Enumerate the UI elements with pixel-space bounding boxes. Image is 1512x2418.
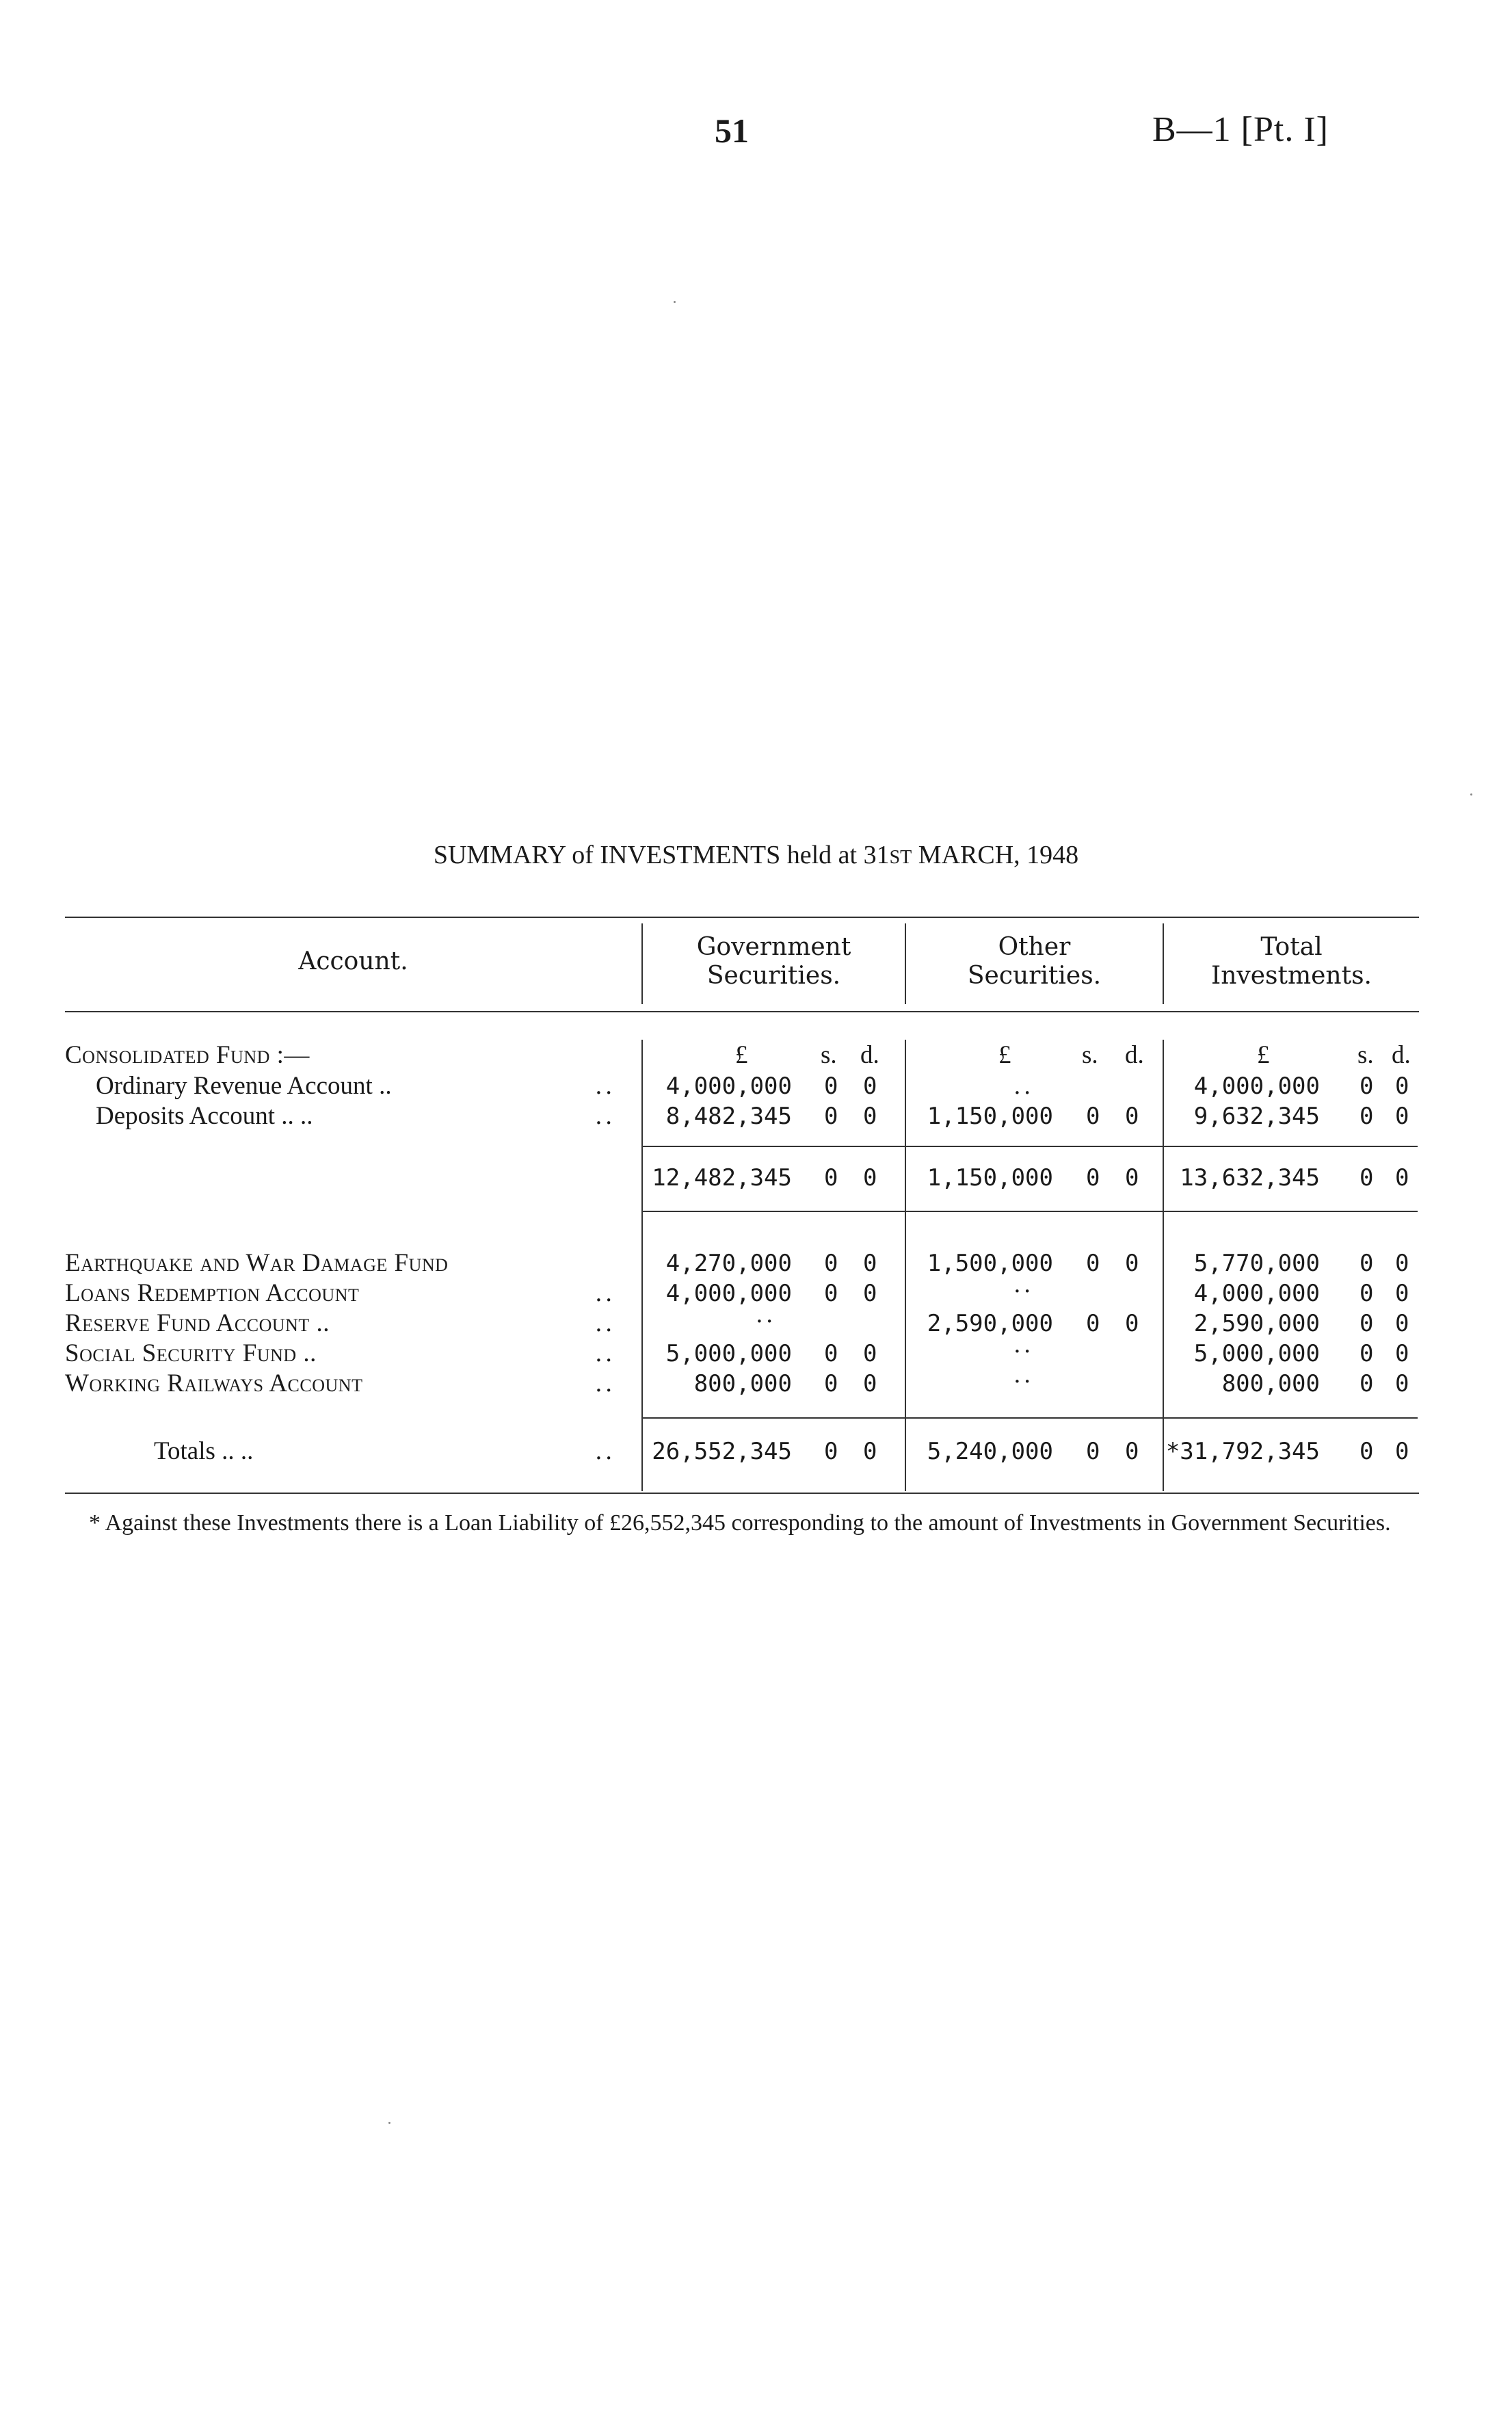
subtotal-top-rule [641, 1146, 1418, 1147]
total-pence: 0 [1395, 1370, 1409, 1397]
other-shillings: 0 [1086, 1164, 1100, 1192]
total-shillings: 0 [1360, 1438, 1374, 1465]
gov-shillings: 0 [824, 1340, 838, 1367]
other-shillings: 0 [1086, 1438, 1100, 1465]
header-government-line2: Securities. [706, 962, 841, 990]
row-leader: .. [595, 1280, 615, 1307]
total-pence: 0 [1395, 1438, 1409, 1465]
scan-speck [674, 301, 676, 303]
total-pence: 0 [1395, 1164, 1409, 1192]
other-shillings: 0 [1086, 1250, 1100, 1277]
total-amount: 5,770,000 [1193, 1250, 1320, 1277]
total-shillings: 0 [1360, 1164, 1374, 1192]
table-bottom-rule [65, 1493, 1419, 1494]
total-shillings: 0 [1360, 1103, 1374, 1130]
other-amount: .. [1013, 1073, 1034, 1100]
gov-pence: 0 [863, 1340, 877, 1367]
table-title [0, 840, 1512, 870]
gov-amount: 4,000,000 [665, 1280, 792, 1307]
total-shillings: 0 [1360, 1073, 1374, 1100]
row-leader: .. [595, 1438, 615, 1465]
gov-pence: 0 [863, 1438, 877, 1465]
other-amount: .. [1013, 1271, 1034, 1298]
gov-shillings: 0 [824, 1164, 838, 1192]
total-pence: 0 [1395, 1250, 1409, 1277]
header-bottom-rule [65, 1011, 1419, 1012]
other-shillings: 0 [1086, 1103, 1100, 1130]
gov-shillings: 0 [824, 1073, 838, 1100]
row-label: Ordinary Revenue Account .. [96, 1072, 392, 1100]
gov-pence: 0 [863, 1164, 877, 1192]
gov-shillings: 0 [824, 1280, 838, 1307]
total-amount: 2,590,000 [1193, 1310, 1320, 1337]
row-leader: .. [595, 1103, 615, 1130]
consolidated-fund-heading: Consolidated Fund :— [65, 1041, 310, 1069]
gov-amount: 8,482,345 [665, 1103, 792, 1130]
header-other-line2: Securities. [967, 962, 1102, 990]
unit-pence: d. [1125, 1041, 1144, 1069]
totals-top-rule [641, 1417, 1418, 1419]
other-pence: 0 [1125, 1438, 1139, 1465]
gov-pence: 0 [863, 1280, 877, 1307]
gov-shillings: 0 [824, 1438, 838, 1465]
gov-shillings: 0 [824, 1103, 838, 1130]
total-shillings: 0 [1360, 1340, 1374, 1367]
unit-shilling: s. [1357, 1041, 1374, 1069]
unit-pound: £ [998, 1041, 1011, 1069]
scan-speck [388, 2122, 390, 2124]
footnote: * Against these Investments there is a Loan Liability of £26,552,345 corresponding to the amount of Investments in Government Securities. [89, 1510, 1391, 1536]
other-shillings: 0 [1086, 1310, 1100, 1337]
gov-amount: 5,000,000 [665, 1340, 792, 1367]
total-shillings: 0 [1360, 1370, 1374, 1397]
total-amount: 5,000,000 [1193, 1340, 1320, 1367]
gov-amount: 12,482,345 [652, 1164, 792, 1192]
row-leader: .. [595, 1370, 615, 1397]
gov-amount: 4,270,000 [665, 1250, 792, 1277]
other-amount: .. [1013, 1361, 1034, 1389]
total-amount: 800,000 [1221, 1370, 1320, 1397]
table-top-rule [65, 917, 1419, 918]
header-other [906, 933, 1163, 990]
title-superscript: ST [889, 847, 912, 868]
row-leader: .. [595, 1073, 615, 1100]
other-amount: .. [1013, 1331, 1034, 1358]
unit-shilling: s. [821, 1041, 837, 1069]
header-total-line1: Total [1260, 933, 1323, 961]
header-government [643, 933, 905, 990]
gov-pence: 0 [863, 1103, 877, 1130]
page-number: 51 [715, 111, 749, 150]
other-amount: 1,150,000 [927, 1103, 1053, 1130]
total-pence: 0 [1395, 1340, 1409, 1367]
gov-pence: 0 [863, 1370, 877, 1397]
gov-shillings: 0 [824, 1250, 838, 1277]
total-pence: 0 [1395, 1310, 1409, 1337]
gov-amount: 800,000 [693, 1370, 792, 1397]
total-amount: 4,000,000 [1193, 1073, 1320, 1100]
header-account: Account. [298, 947, 408, 975]
total-amount: 4,000,000 [1193, 1280, 1320, 1307]
total-amount: 9,632,345 [1193, 1103, 1320, 1130]
subtotal-bottom-rule [641, 1211, 1418, 1212]
other-pence: 0 [1125, 1164, 1139, 1192]
total-shillings: 0 [1360, 1310, 1374, 1337]
other-amount: 1,150,000 [927, 1164, 1053, 1192]
header-total-line2: Investments. [1210, 962, 1372, 990]
title-suffix: MARCH, 1948 [912, 841, 1079, 869]
unit-pence: d. [1392, 1041, 1411, 1069]
total-pence: 0 [1395, 1103, 1409, 1130]
page-reference: B—1 [Pt. I] [1152, 110, 1329, 149]
row-label: Earthquake and War Damage Fund [65, 1249, 449, 1277]
total-pence: 0 [1395, 1073, 1409, 1100]
other-amount: 2,590,000 [927, 1310, 1053, 1337]
title-prefix: SUMMARY of INVESTMENTS held at 31 [433, 841, 890, 869]
total-shillings: 0 [1360, 1250, 1374, 1277]
header-total [1164, 933, 1419, 990]
gov-pence: 0 [863, 1250, 877, 1277]
total-pence: 0 [1395, 1280, 1409, 1307]
row-label: Reserve Fund Account .. [65, 1309, 330, 1337]
other-amount: 1,500,000 [927, 1250, 1053, 1277]
row-label: Social Security Fund .. [65, 1339, 317, 1367]
unit-pound: £ [735, 1041, 748, 1069]
gov-amount: 26,552,345 [652, 1438, 792, 1465]
scan-speck [1470, 793, 1472, 796]
other-amount: 5,240,000 [927, 1438, 1053, 1465]
unit-pound: £ [1257, 1041, 1270, 1069]
totals-label: Totals .. .. [154, 1437, 254, 1465]
row-leader: .. [595, 1310, 615, 1337]
row-label: Deposits Account .. .. [96, 1102, 313, 1130]
unit-pence: d. [860, 1041, 879, 1069]
gov-pence: 0 [863, 1073, 877, 1100]
other-pence: 0 [1125, 1250, 1139, 1277]
header-government-line1: Government [696, 933, 851, 961]
total-amount: 13,632,345 [1180, 1164, 1320, 1192]
other-pence: 0 [1125, 1103, 1139, 1130]
total-amount: *31,792,345 [1165, 1438, 1320, 1465]
gov-shillings: 0 [824, 1370, 838, 1397]
unit-shilling: s. [1082, 1041, 1098, 1069]
gov-amount: 4,000,000 [665, 1073, 792, 1100]
row-label: Working Railways Account [65, 1369, 363, 1397]
row-leader: .. [595, 1340, 615, 1367]
gov-amount: .. [756, 1301, 776, 1328]
row-label: Loans Redemption Account [65, 1279, 360, 1307]
header-other-line1: Other [998, 933, 1071, 961]
total-shillings: 0 [1360, 1280, 1374, 1307]
other-pence: 0 [1125, 1310, 1139, 1337]
